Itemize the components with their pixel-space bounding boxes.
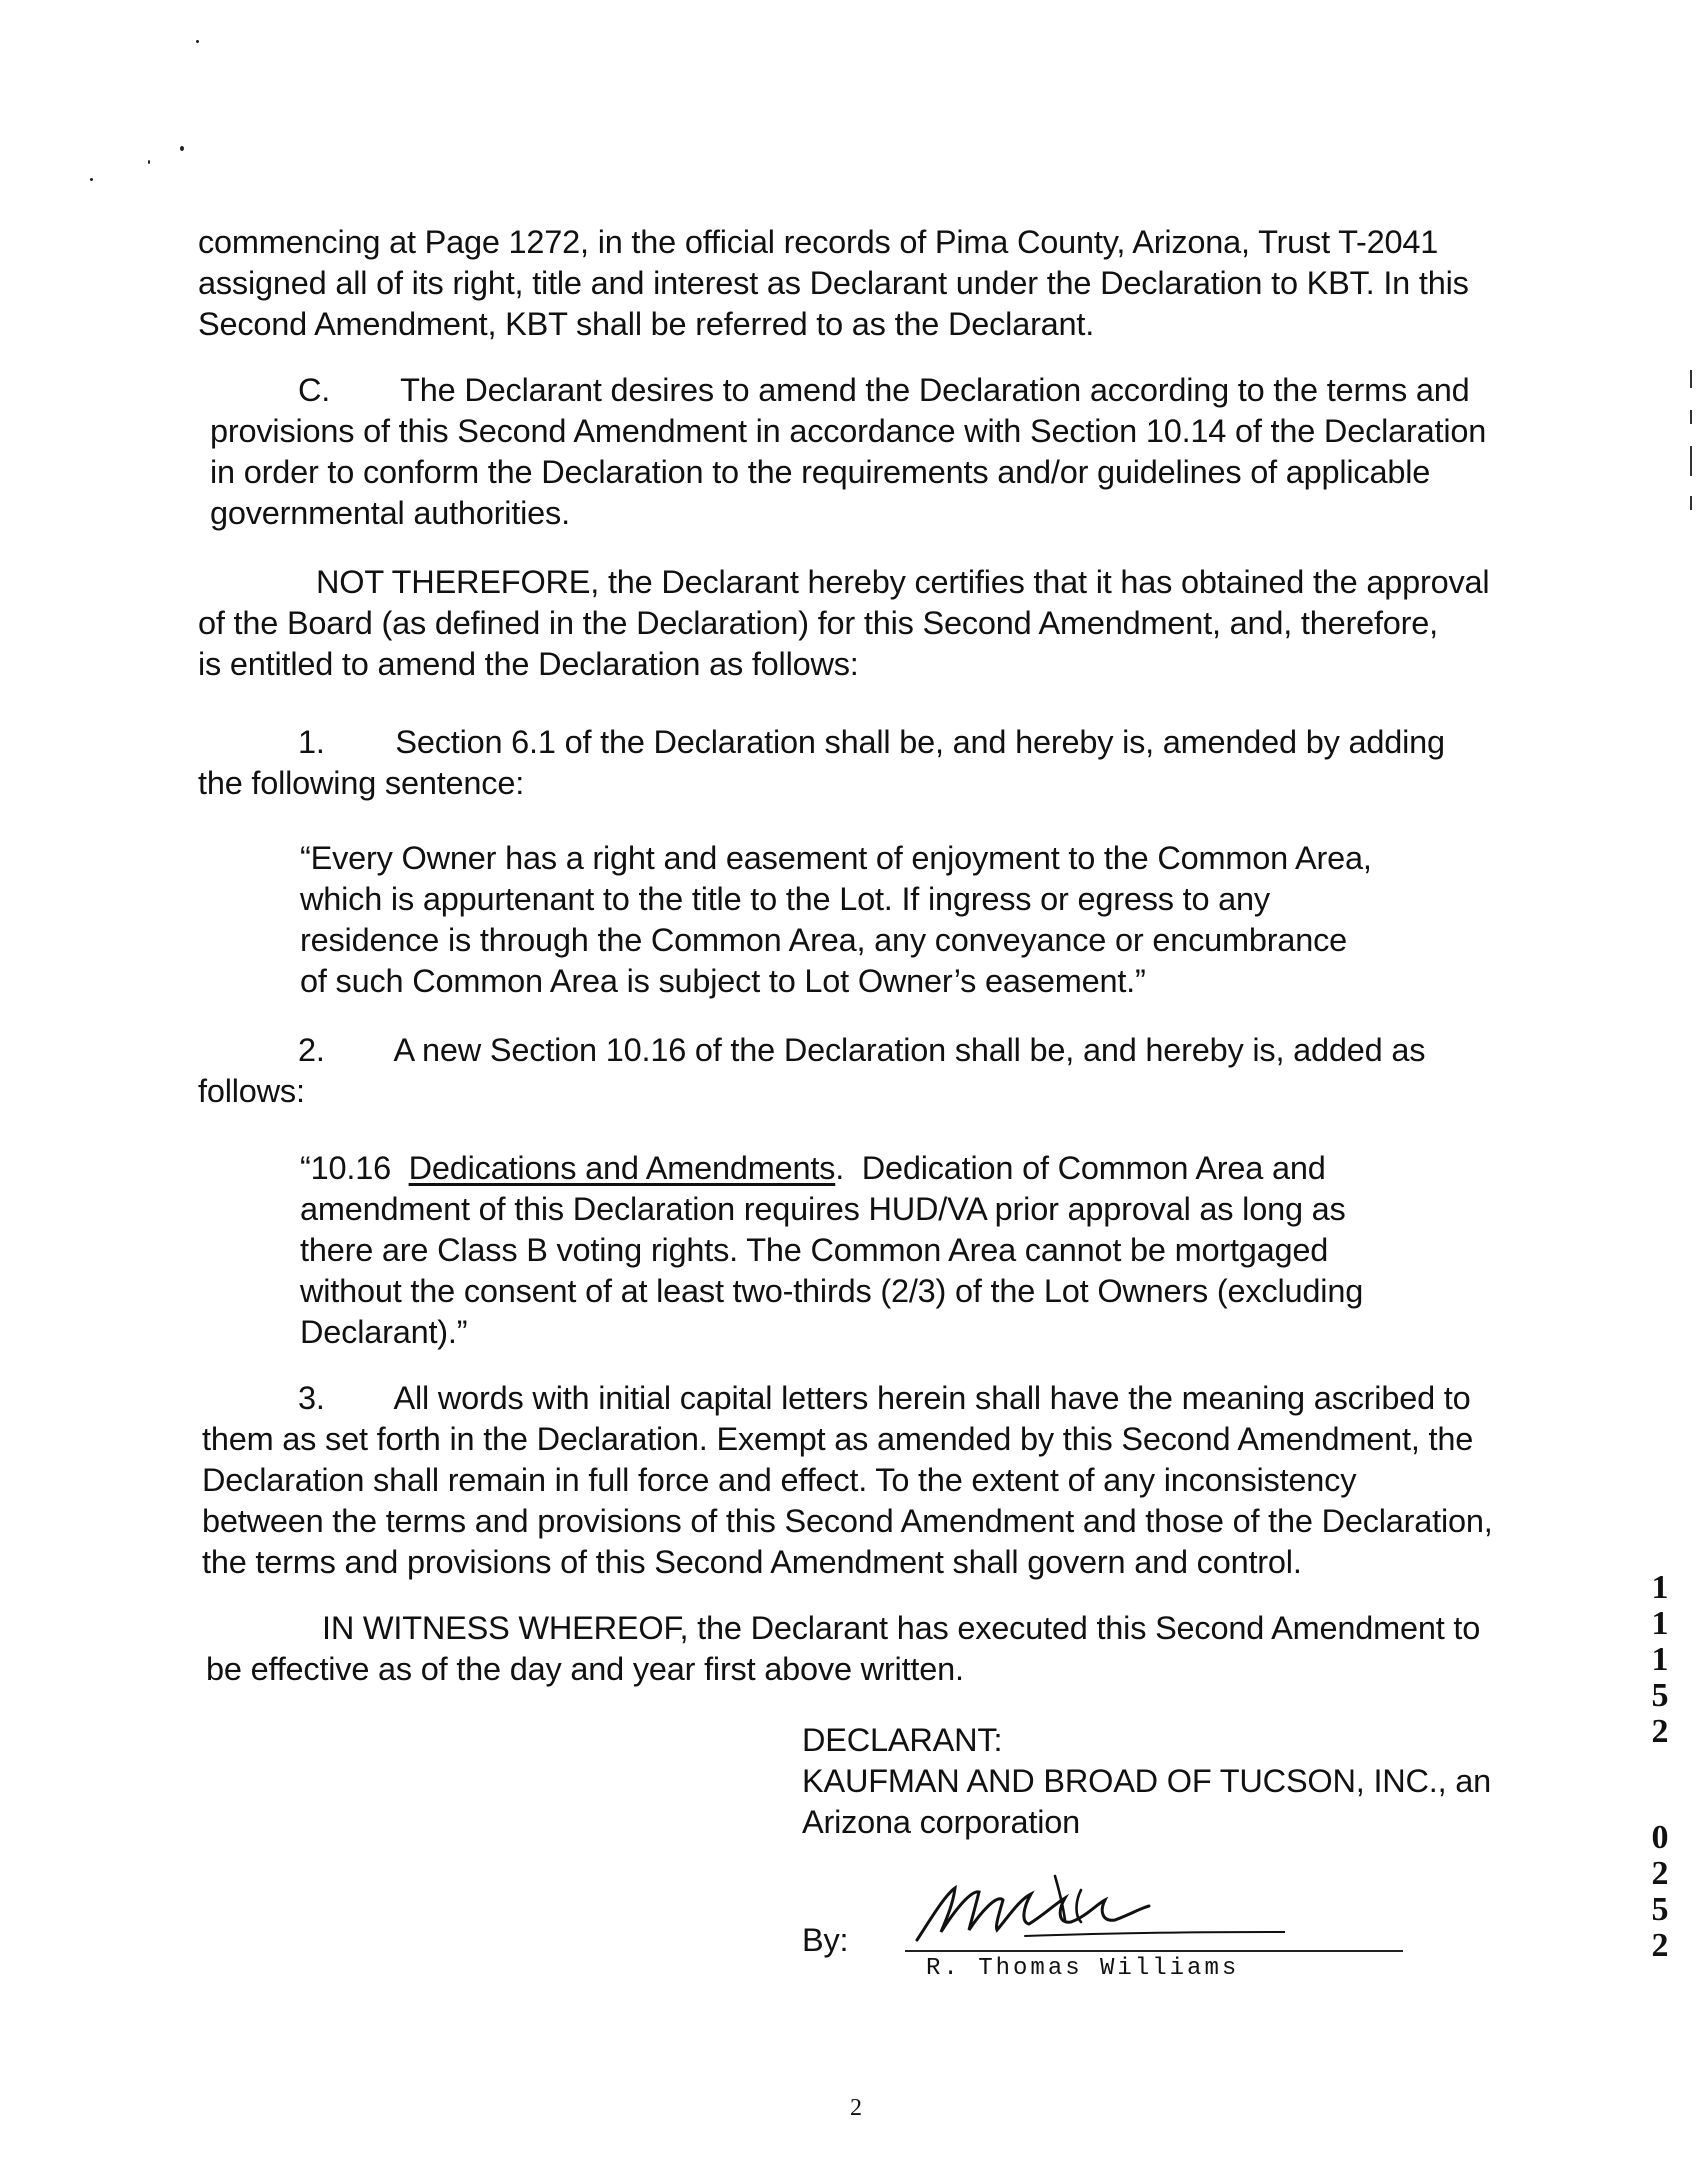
text-line: in order to conform the Declaration to the requirements and/or guidelines of applicable xyxy=(210,454,1431,490)
declarant-company-type: Arizona corporation xyxy=(802,1804,1081,1840)
text-line: is entitled to amend the Declaration as follows: xyxy=(198,646,859,682)
stamp-digit: 1 xyxy=(1651,1641,1669,1678)
stamp-digit: 2 xyxy=(1651,1927,1669,1964)
text-line: amendment of this Declaration requires HUD/VA prior approval as long as xyxy=(300,1191,1346,1227)
declarant-company: KAUFMAN AND BROAD OF TUCSON, INC., an xyxy=(802,1763,1492,1799)
scan-speck xyxy=(148,160,150,164)
scan-edge-mark xyxy=(1690,370,1692,388)
quote-text: . Dedication of Common Area and xyxy=(835,1150,1326,1186)
stamp-digit: 2 xyxy=(1651,1855,1669,1892)
by-label: By: xyxy=(802,1922,849,1958)
paragraph-item-2 xyxy=(198,1030,1493,1112)
text-line: between the terms and provisions of this Second Amendment and those of the Declaration, xyxy=(202,1503,1493,1539)
stamp-digit: 1 xyxy=(1651,1605,1669,1642)
text-line: Declarant).” xyxy=(300,1314,468,1350)
quote-section-6-1 xyxy=(300,838,1395,1002)
text-line: residence is through the Common Area, any conveyance or encumbrance xyxy=(300,922,1348,958)
section-heading-underlined: Dedications and Amendments xyxy=(408,1150,836,1186)
recording-side-stamp xyxy=(1640,1570,1680,1964)
scan-edge-mark xyxy=(1690,446,1692,476)
text-line: NOT THEREFORE, the Declarant hereby certifies that it has obtained the approval xyxy=(316,564,1490,600)
declarant-block xyxy=(802,1720,1502,1843)
text-line: 2. A new Section 10.16 of the Declaration shall be, and hereby is, added as xyxy=(298,1032,1426,1068)
quote-number: “10.16 xyxy=(300,1150,409,1186)
declarant-label: DECLARANT: xyxy=(802,1722,1003,1758)
text-line: follows: xyxy=(198,1073,305,1109)
text-line: without the consent of at least two-thirds (2/3) of the Lot Owners (excluding xyxy=(300,1273,1364,1309)
text-line: Second Amendment, KBT shall be referred to as the Declarant. xyxy=(198,306,1095,342)
paragraph-not-therefore xyxy=(198,562,1493,685)
scan-edge-mark xyxy=(1690,496,1692,510)
scan-speck xyxy=(196,40,199,43)
quote-section-10-16 xyxy=(300,1148,1397,1353)
text-line: the following sentence: xyxy=(198,765,525,801)
text-line: the terms and provisions of this Second Amendment shall govern and control. xyxy=(202,1544,1302,1580)
paragraph-item-1 xyxy=(198,722,1493,804)
signer-name: R. Thomas Williams xyxy=(926,1955,1240,1982)
text-line: commencing at Page 1272, in the official records of Pima County, Arizona, Trust T-2041 xyxy=(198,224,1439,260)
stamp-digit: 5 xyxy=(1651,1677,1669,1714)
text-line: 1. Section 6.1 of the Declaration shall be, and hereby is, amended by adding xyxy=(298,724,1445,760)
paragraph-recital-c xyxy=(210,370,1493,534)
scan-speck xyxy=(90,178,93,181)
text-line: there are Class B voting rights. The Common Area cannot be mortgaged xyxy=(300,1232,1329,1268)
scan-speck xyxy=(180,146,184,151)
text-line: 3. All words with initial capital letters herein shall have the meaning ascribed to xyxy=(298,1380,1471,1416)
text-line xyxy=(300,1148,1397,1189)
text-line: be effective as of the day and year first above written. xyxy=(206,1651,964,1687)
text-line: of the Board (as defined in the Declaration) for this Second Amendment, and, therefore, xyxy=(198,605,1439,641)
page-number: 2 xyxy=(850,2095,862,2121)
text-line: IN WITNESS WHEREOF, the Declarant has executed this Second Amendment to xyxy=(322,1610,1481,1646)
text-line: Declaration shall remain in full force and effect. To the extent of any inconsistency xyxy=(202,1462,1357,1498)
text-line: of such Common Area is subject to Lot Owner’s easement.” xyxy=(300,963,1146,999)
signature-line xyxy=(905,1950,1403,1952)
text-line: them as set forth in the Declaration. Exempt as amended by this Second Amendment, the xyxy=(202,1421,1474,1457)
text-line: “Every Owner has a right and easement of enjoyment to the Common Area, xyxy=(300,840,1372,876)
stamp-digit: 2 xyxy=(1651,1713,1669,1750)
text-line: C. The Declarant desires to amend the Declaration according to the terms and xyxy=(298,372,1470,408)
text-line: provisions of this Second Amendment in accordance with Section 10.14 of the Declaration xyxy=(210,413,1487,449)
stamp-digit: 0 xyxy=(1651,1819,1669,1856)
scan-edge-mark xyxy=(1690,410,1692,424)
text-line: governmental authorities. xyxy=(210,495,570,531)
text-line: which is appurtenant to the title to the Lot. If ingress or egress to any xyxy=(300,881,1270,917)
paragraph-item-3 xyxy=(202,1378,1498,1583)
handwritten-signature xyxy=(905,1860,1285,1950)
paragraph-in-witness xyxy=(206,1608,1498,1690)
paragraph-recitals-continued xyxy=(198,222,1493,345)
stamp-digit: 5 xyxy=(1651,1891,1669,1928)
stamp-digit: 1 xyxy=(1651,1569,1669,1606)
text-line: assigned all of its right, title and interest as Declarant under the Declaration to KBT. In this xyxy=(198,265,1469,301)
